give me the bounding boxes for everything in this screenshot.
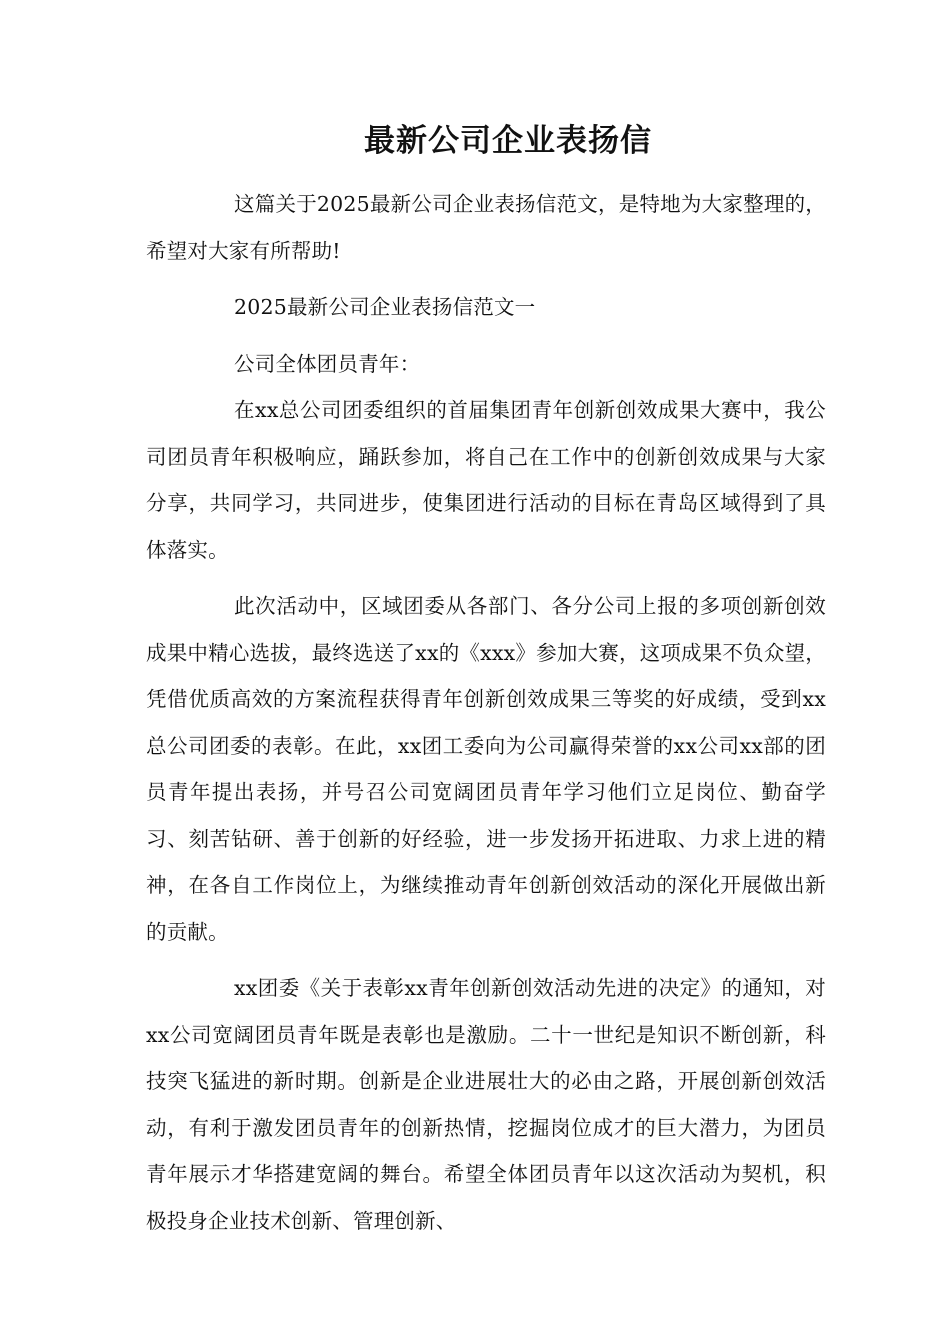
- intro-paragraph: 这篇关于2025最新公司企业表扬信范文，是特地为大家整理的，希望对大家有所帮助!: [146, 192, 826, 263]
- salutation: 公司全体团员青年：: [234, 351, 421, 376]
- document-body: [146, 181, 826, 1244]
- section-heading: 2025最新公司企业表扬信范文一: [234, 295, 536, 319]
- document-title: 最新公司企业表扬信: [364, 123, 652, 159]
- body-paragraph: xx团委《关于表彰xx青年创新创效活动先进的决定》的通知，对xx公司宽阔团员青年既是表彰也是激励。二十一世纪是知识不断创新，科技突飞猛进的新时期。创新是企业进展壮大的必由之路，开展创新创效活动，有利于激发团员青年的创新热情，挖掘岗位成才的巨大潜力，为团员青年展示才华搭建宽阔的舞台。希望全体团员青年以这次活动为契机，积极投身企业技术创新、管理创新、: [146, 976, 826, 1233]
- body-paragraph: 此次活动中，区域团委从各部门、各分公司上报的多项创新创效成果中精心选拔，最终选送了xx的《xxx》参加大赛，这项成果不负众望，凭借优质高效的方案流程获得青年创新创效成果三等奖的好成绩，受到xx总公司团委的表彰。在此，xx团工委向为公司赢得荣誉的xx公司xx部的团员青年提出表扬，并号召公司宽阔团员青年学习他们立足岗位、勤奋学习、刻苦钻研、善于创新的好经验，进一步发扬开拓进取、力求上进的精神，在各自工作岗位上，为继续推动青年创新创效活动的深化开展做出新的贡献。: [146, 594, 826, 944]
- body-paragraph: 在xx总公司团委组织的首届集团青年创新创效成果大赛中，我公司团员青年积极响应，踊跃参加，将自己在工作中的创新创效成果与大家分享，共同学习，共同进步，使集团进行活动的目标在青岛区域得到了具体落实。: [146, 398, 826, 562]
